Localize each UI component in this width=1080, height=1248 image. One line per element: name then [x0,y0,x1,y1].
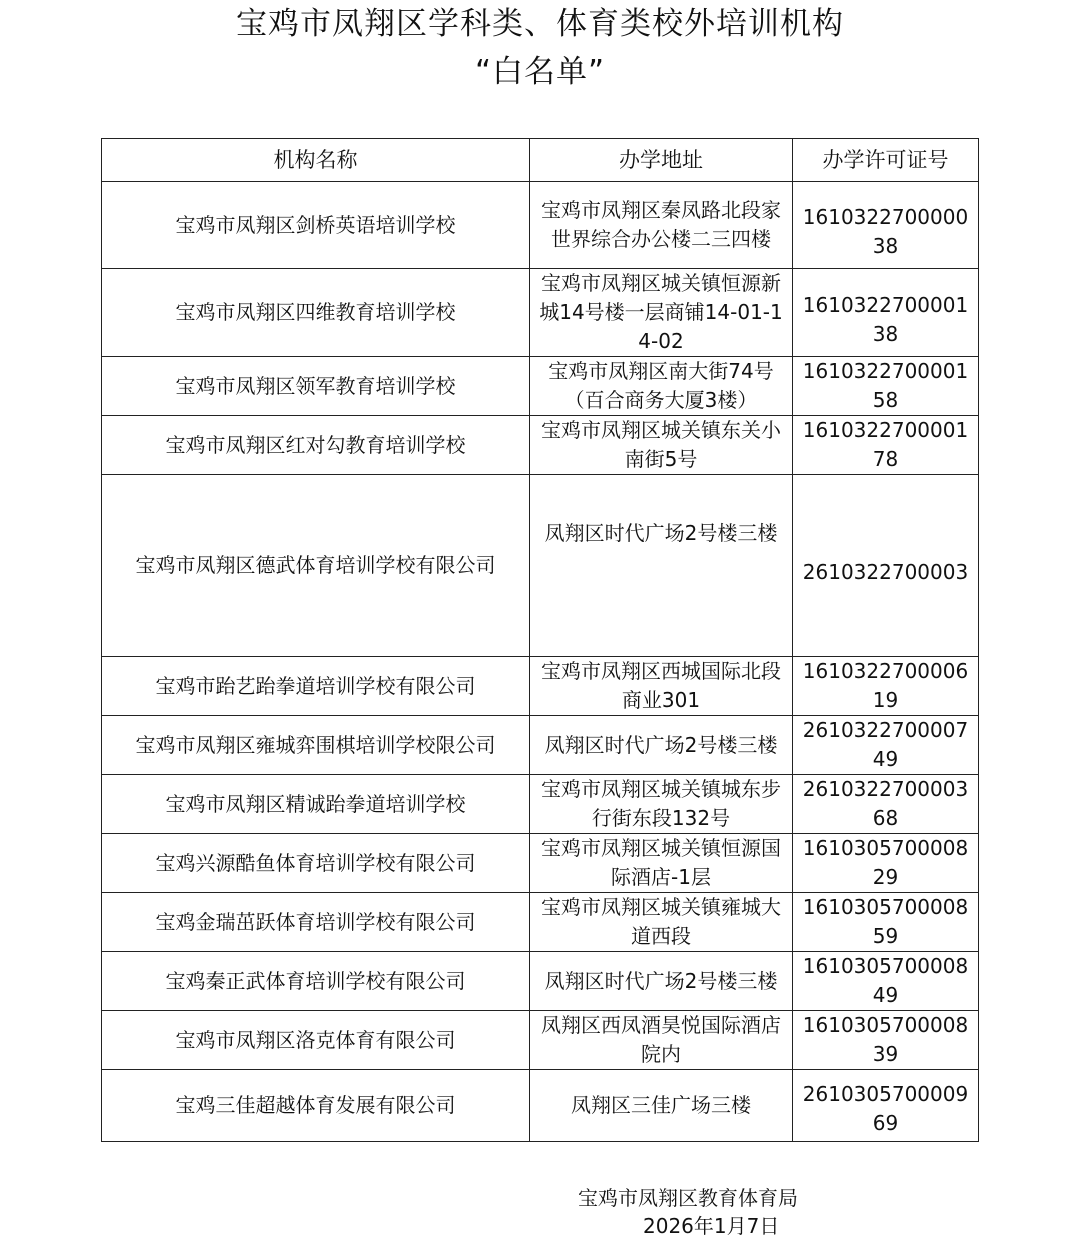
table-header-row [102,139,979,182]
institution-name-cell: 宝鸡秦正武体育培训学校有限公司 [102,952,530,1011]
whitelist-table [101,138,979,1142]
table-row [102,657,979,716]
table-row [102,357,979,416]
institution-name-cell: 宝鸡金瑞茁跃体育培训学校有限公司 [102,893,530,952]
license-number-cell: 161032270000158 [793,357,979,416]
table-row [102,182,979,269]
address-cell: 宝鸡市凤翔区秦凤路北段家世界综合办公楼二三四楼 [530,182,793,269]
license-number-cell: 161032270000178 [793,416,979,475]
institution-name-cell: 宝鸡市凤翔区剑桥英语培训学校 [102,182,530,269]
institution-name-cell: 宝鸡市凤翔区精诚跆拳道培训学校 [102,775,530,834]
table-row [102,716,979,775]
license-number-cell: 261032270000368 [793,775,979,834]
issue-date: 2026年1月7日 [643,1214,780,1238]
institution-name-cell: 宝鸡市凤翔区领军教育培训学校 [102,357,530,416]
document-subtitle: “白名单” [474,54,606,90]
institution-name-cell: 宝鸡市凤翔区四维教育培训学校 [102,269,530,357]
license-number-cell: 161030570000859 [793,893,979,952]
address-cell: 凤翔区西凤酒昊悦国际酒店院内 [530,1011,793,1070]
license-number-cell: 161030570000849 [793,952,979,1011]
address-cell: 凤翔区时代广场2号楼三楼 [530,475,793,657]
table-row [102,475,979,657]
license-number-cell: 261030570000969 [793,1070,979,1142]
address-cell: 宝鸡市凤翔区西城国际北段商业301 [530,657,793,716]
license-number-cell: 161032270000138 [793,269,979,357]
table-row [102,952,979,1011]
document-title: 宝鸡市凤翔区学科类、体育类校外培训机构 [236,6,844,42]
license-number-cell: 261032270000749 [793,716,979,775]
address-cell: 凤翔区时代广场2号楼三楼 [530,716,793,775]
institution-name-cell: 宝鸡市凤翔区德武体育培训学校有限公司 [102,475,530,657]
issuing-authority: 宝鸡市凤翔区教育体育局 [578,1186,798,1210]
institution-name-cell: 宝鸡市跆艺跆拳道培训学校有限公司 [102,657,530,716]
address-cell: 宝鸡市凤翔区城关镇恒源国际酒店-1层 [530,834,793,893]
license-number-cell: 161030570000839 [793,1011,979,1070]
address-cell: 宝鸡市凤翔区城关镇城东步行街东段132号 [530,775,793,834]
address-cell: 宝鸡市凤翔区城关镇东关小南街5号 [530,416,793,475]
license-number-cell: 2610322700003 [793,475,979,657]
table-row [102,269,979,357]
license-number-cell: 161032270000619 [793,657,979,716]
table-row [102,893,979,952]
institution-name-cell: 宝鸡市凤翔区红对勾教育培训学校 [102,416,530,475]
institution-name-cell: 宝鸡三佳超越体育发展有限公司 [102,1070,530,1142]
institution-name-cell: 宝鸡市凤翔区洛克体育有限公司 [102,1011,530,1070]
header-institution-name: 机构名称 [102,139,530,182]
institution-name-cell: 宝鸡市凤翔区雍城弈围棋培训学校限公司 [102,716,530,775]
table-row [102,1070,979,1142]
table-row [102,416,979,475]
address-cell: 宝鸡市凤翔区城关镇恒源新城14号楼一层商铺14-01-14-02 [530,269,793,357]
license-number-cell: 161030570000829 [793,834,979,893]
header-address: 办学地址 [530,139,793,182]
header-license-number: 办学许可证号 [793,139,979,182]
address-cell: 宝鸡市凤翔区南大街74号（百合商务大厦3楼） [530,357,793,416]
table-row [102,1011,979,1070]
table-row [102,834,979,893]
address-cell: 凤翔区三佳广场三楼 [530,1070,793,1142]
table-row [102,775,979,834]
address-cell: 宝鸡市凤翔区城关镇雍城大道西段 [530,893,793,952]
license-number-cell: 161032270000038 [793,182,979,269]
institution-name-cell: 宝鸡兴源酷鱼体育培训学校有限公司 [102,834,530,893]
address-cell: 凤翔区时代广场2号楼三楼 [530,952,793,1011]
